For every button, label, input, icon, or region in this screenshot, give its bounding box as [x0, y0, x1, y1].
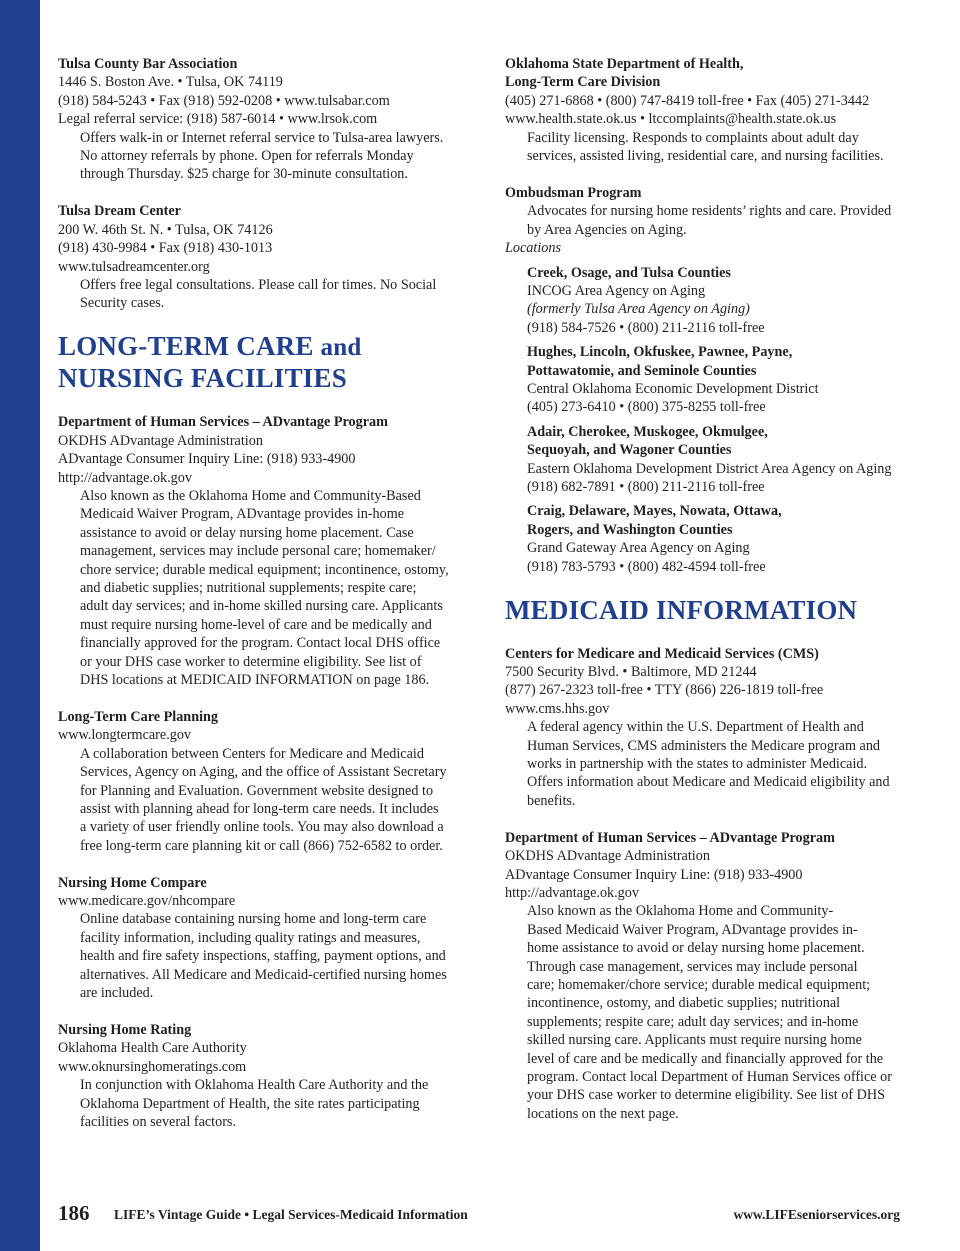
- info-line: OKDHS ADvantage Administration: [505, 848, 710, 865]
- location-creek-osage-tulsa: [505, 264, 910, 338]
- entry-description: [58, 1076, 463, 1131]
- desc-line: Offers information about Medicare and Medicaid eligibility and: [527, 774, 890, 791]
- page-sidebar-band: [0, 0, 40, 1251]
- info-line: OKDHS ADvantage Administration: [58, 432, 263, 449]
- desc-line: health and fire safety inspections, staffing, payment options, and: [80, 948, 446, 965]
- desc-line: Oklahoma Department of Health, the site rates participating: [80, 1095, 420, 1112]
- county-list: Pottawatomie, and Seminole Counties: [527, 362, 757, 379]
- footer-title: LIFE’s Vintage Guide • Legal Services-Medicaid Information: [114, 1207, 468, 1222]
- desc-line: A federal agency within the U.S. Department of Health and: [527, 719, 864, 736]
- desc-line: for Planning and Evaluation. Government website designed to: [80, 782, 434, 799]
- info-line: Oklahoma Health Care Authority: [58, 1040, 247, 1057]
- entry-tulsa-bar: [58, 55, 463, 184]
- agency-name: INCOG Area Agency on Aging: [527, 282, 706, 299]
- info-line: ADvantage Consumer Inquiry Line: (918) 933-4900: [505, 866, 803, 883]
- entry-dhs-advantage-medicaid: [505, 829, 910, 1124]
- location-eastern-oklahoma: [505, 423, 910, 497]
- desc-line: No attorney referrals by phone. Open for referrals Monday: [80, 148, 414, 165]
- entry-name: Long-Term Care Planning: [58, 708, 219, 725]
- entry-description: [58, 745, 463, 855]
- desc-line: level of care and be medically and financially approved for the: [527, 1050, 884, 1067]
- phone-line: (405) 273-6410 • (800) 375-8255 toll-free: [527, 399, 766, 416]
- county-list: Sequoyah, and Wagoner Counties: [527, 442, 732, 459]
- desc-line: Also known as the Oklahoma Home and Community-: [527, 903, 834, 920]
- entry-name: Nursing Home Rating: [58, 1021, 192, 1038]
- entry-name: Long-Term Care Division: [505, 74, 661, 91]
- contact-line: (918) 430-9984 • Fax (918) 430-1013: [58, 240, 273, 257]
- website: www.oknursinghomeratings.com: [58, 1058, 247, 1075]
- desc-line: Facility licensing. Responds to complaints about adult day: [527, 129, 859, 146]
- website: www.cms.hhs.gov: [505, 700, 610, 717]
- contact-line: (405) 271-6868 • (800) 747-8419 toll-free • Fax (405) 271-3442: [505, 92, 870, 109]
- entry-name: Oklahoma State Department of Health,: [505, 56, 744, 72]
- entry-nursing-home-rating: [58, 1021, 463, 1131]
- desc-line: care; homemaker/chore service; durable medical equipment;: [527, 976, 871, 993]
- county-list: Creek, Osage, and Tulsa Counties: [527, 264, 731, 281]
- desc-line: home assistance to avoid or delay nursing home placement.: [527, 940, 865, 957]
- entry-name: Tulsa Dream Center: [58, 203, 181, 220]
- section-heading-medicaid: MEDICAID INFORMATION: [505, 594, 858, 625]
- former-name: (formerly Tulsa Area Agency on Aging): [527, 301, 750, 318]
- county-list: Rogers, and Washington Counties: [527, 521, 733, 538]
- entry-name: Nursing Home Compare: [58, 874, 207, 891]
- entry-tulsa-dream-center: [58, 202, 463, 312]
- entry-cms: [505, 645, 910, 811]
- website: www.tulsadreamcenter.org: [58, 258, 210, 275]
- desc-line: a variety of user friendly online tools. You may also download a: [80, 819, 444, 836]
- desc-line: or your DHS case worker to determine eligibility. See list of: [80, 653, 422, 670]
- desc-line: Medicaid Waiver Program, ADvantage provides in-home: [80, 506, 405, 523]
- desc-line: assist with planning ahead for long-term care needs. It includes: [80, 800, 439, 817]
- desc-line: financially approved for the program. Contact local DHS office: [80, 635, 441, 652]
- address: 1446 S. Boston Ave. • Tulsa, OK 74119: [58, 74, 283, 91]
- referral-line: Legal referral service: (918) 587-6014 • www.lrsok.com: [58, 111, 378, 128]
- heading-text: and: [320, 334, 362, 362]
- entry-description: [505, 718, 910, 810]
- agency-name: Central Oklahoma Economic Development District: [527, 381, 819, 397]
- entry-description: [58, 129, 463, 184]
- desc-line: Services, Agency on Aging, and the office of Assistant Secretary: [80, 764, 447, 781]
- desc-line: supplements; respite care; adult day services; and in-home: [527, 1013, 859, 1030]
- desc-line: Offers free legal consultations. Please call for times. No Social: [80, 276, 437, 293]
- entry-nursing-home-compare: [58, 874, 463, 1003]
- desc-line: adult day services; and in-home skilled nursing care. Applicants: [80, 598, 443, 615]
- desc-line: Advocates for nursing home residents’ rights and care. Provided: [527, 203, 892, 220]
- locations-label: Locations: [505, 240, 561, 257]
- entry-description: [58, 487, 463, 689]
- desc-line: A collaboration between Centers for Medicare and Medicaid: [80, 745, 424, 762]
- agency-name: Grand Gateway Area Agency on Aging: [527, 540, 750, 557]
- entry-dhs-advantage: [58, 413, 463, 689]
- desc-line: facility information, including quality ratings and measures,: [80, 929, 421, 946]
- county-list: Adair, Cherokee, Muskogee, Okmulgee,: [527, 423, 768, 440]
- desc-line: alternatives. All Medicare and Medicaid-certified nursing homes: [80, 966, 447, 983]
- info-line: ADvantage Consumer Inquiry Line: (918) 933-4900: [58, 451, 356, 468]
- page-number: 186: [58, 1201, 90, 1225]
- left-column: [58, 55, 463, 1150]
- desc-line: works in partnership with the states to administer Medicaid.: [527, 756, 868, 772]
- page-footer: [58, 1200, 900, 1230]
- desc-line: services, assisted living, residential care, and nursing facilities.: [527, 148, 884, 165]
- website: http://advantage.ok.gov: [58, 469, 192, 486]
- entry-name: Ombudsman Program: [505, 184, 642, 201]
- desc-line: chore service; durable medical equipment; incontinence, ostomy,: [80, 561, 449, 578]
- right-column: [505, 55, 910, 1142]
- website: www.medicare.gov/nhcompare: [58, 893, 236, 910]
- desc-line: free long-term care planning kit or call (866) 752-6582 to order.: [80, 837, 443, 854]
- desc-line: skilled nursing care. Applicants must require nursing home: [527, 1032, 862, 1049]
- desc-line: Offers walk-in or Internet referral service to Tulsa-area lawyers.: [80, 129, 444, 146]
- phone-line: (918) 584-7526 • (800) 211-2116 toll-free: [527, 319, 765, 336]
- entry-description: [505, 902, 910, 1123]
- desc-line: DHS locations at MEDICAID INFORMATION on page 186.: [80, 671, 430, 688]
- desc-line: Based Medicaid Waiver Program, ADvantage provides in-: [527, 921, 858, 938]
- heading-text: NURSING FACILITIES: [58, 363, 347, 394]
- location-grand-gateway: [505, 502, 910, 576]
- desc-line: facilities on several factors.: [80, 1114, 236, 1130]
- website: www.health.state.ok.us • ltccomplaints@health.state.ok.us: [505, 111, 837, 128]
- desc-line: In conjunction with Oklahoma Health Care Authority and the: [80, 1077, 429, 1094]
- contact-line: (877) 267-2323 toll-free • TTY (866) 226-1819 toll-free: [505, 682, 824, 699]
- agency-name: Eastern Oklahoma Development District Area Agency on Aging: [527, 460, 892, 477]
- desc-line: benefits.: [527, 792, 576, 809]
- phone-line: (918) 783-5793 • (800) 482-4594 toll-free: [527, 558, 766, 575]
- desc-line: locations on the next page.: [527, 1105, 679, 1122]
- desc-line: Security cases.: [80, 295, 165, 312]
- website: http://advantage.ok.gov: [505, 884, 639, 901]
- desc-line: Online database containing nursing home and long-term care: [80, 911, 427, 928]
- desc-line: assistance to avoid or delay nursing home placement. Case: [80, 524, 414, 541]
- desc-line: and diabetic supplies; nutritional supplements; respite care;: [80, 579, 417, 596]
- desc-line: Also known as the Oklahoma Home and Community-Based: [80, 487, 421, 504]
- entry-name: Centers for Medicare and Medicaid Services (CMS): [505, 645, 819, 662]
- phone-line: (918) 682-7891 • (800) 211-2116 toll-free: [527, 479, 765, 496]
- heading-text: LONG-TERM CARE: [58, 331, 314, 362]
- website: www.longtermcare.gov: [58, 727, 192, 744]
- desc-line: your DHS case worker to determine eligibility. See list of DHS: [527, 1087, 886, 1104]
- desc-line: Through case management, services may include personal: [527, 958, 858, 975]
- footer-url: www.LIFEseniorservices.org: [733, 1207, 900, 1222]
- entry-osdh-ltc-division: [505, 55, 910, 165]
- section-heading-long-term-care: [58, 331, 463, 393]
- desc-line: management, services may include personal care; homemaker/: [80, 543, 436, 560]
- entry-ltc-planning: [58, 708, 463, 855]
- county-list: Hughes, Lincoln, Okfuskee, Pawnee, Payne,: [527, 344, 793, 361]
- desc-line: are included.: [80, 985, 154, 1002]
- address: 200 W. 46th St. N. • Tulsa, OK 74126: [58, 221, 273, 238]
- desc-line: must require nursing home-level of care and be medically and: [80, 616, 432, 633]
- entry-name: Tulsa County Bar Association: [58, 56, 238, 72]
- entry-description: [505, 129, 910, 166]
- entry-description: [58, 910, 463, 1002]
- desc-line: Human Services, CMS administers the Medicare program and: [527, 737, 881, 754]
- entry-name: Department of Human Services – ADvantage Program: [505, 829, 835, 846]
- desc-line: incontinence, ostomy, and diabetic supplies; nutritional: [527, 995, 841, 1012]
- contact-line: (918) 584-5243 • Fax (918) 592-0208 • www.tulsabar.com: [58, 92, 390, 109]
- desc-line: program. Contact local Department of Human Services office or: [527, 1069, 892, 1085]
- entry-description: [58, 276, 463, 313]
- desc-line: by Area Agencies on Aging.: [527, 221, 687, 238]
- entry-name: Department of Human Services – ADvantage Program: [58, 414, 388, 431]
- entry-description: [505, 202, 910, 239]
- location-central-oklahoma: [505, 343, 910, 417]
- county-list: Craig, Delaware, Mayes, Nowata, Ottawa,: [527, 503, 782, 520]
- address: 7500 Security Blvd. • Baltimore, MD 21244: [505, 663, 757, 680]
- entry-ombudsman-program: [505, 184, 910, 576]
- desc-line: through Thursday. $25 charge for 30-minute consultation.: [80, 166, 408, 183]
